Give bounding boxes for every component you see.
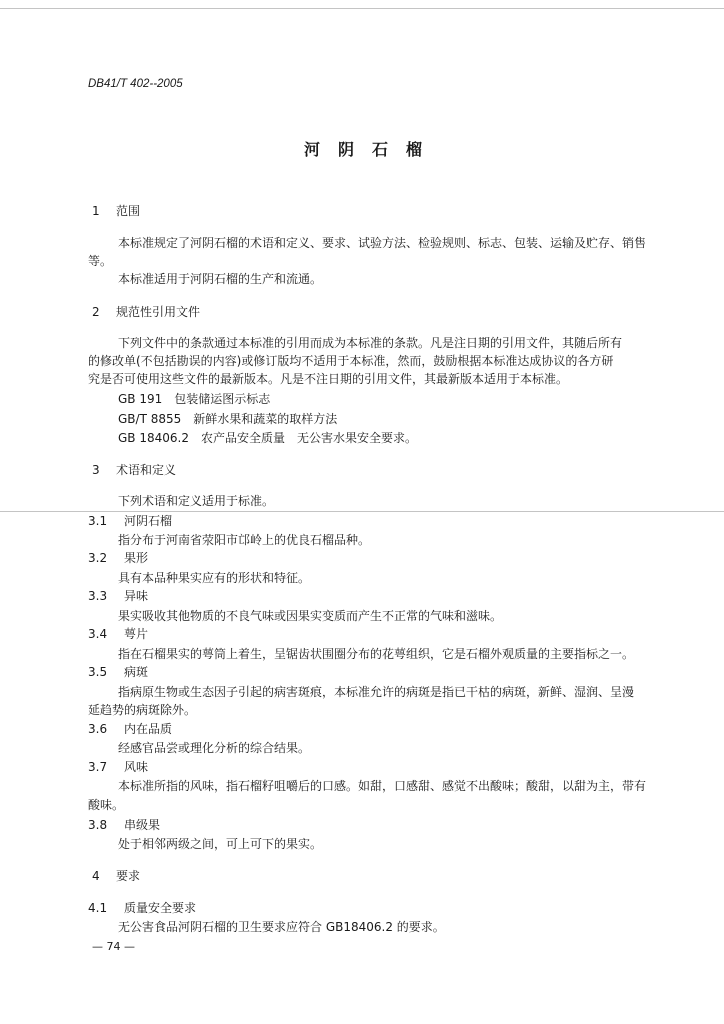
- paragraph-line: 无公害食品河阴石榴的卫生要求应符合 GB18406.2 的要求。: [118, 920, 445, 934]
- section-title: 规范性引用文件: [116, 305, 201, 319]
- term-3-7-heading: [88, 759, 148, 775]
- paragraph-line: 等。: [88, 254, 113, 268]
- term-definition: 酸味。: [88, 798, 125, 812]
- scan-fold-line: [0, 511, 724, 512]
- term-definition: 具有本品种果实应有的形状和特征。: [118, 571, 311, 585]
- term-number: 3.6: [88, 722, 108, 736]
- section-title: 范围: [116, 204, 141, 218]
- term-3-6-heading: [88, 721, 172, 737]
- section-number: 4: [92, 869, 100, 883]
- term-title: 异味: [124, 589, 149, 603]
- term-definition: 延趋势的病斑除外。: [88, 703, 197, 717]
- term-definition: 本标准所指的风味，指石榴籽咀嚼后的口感。如甜，口感甜、感觉不出酸味；酸甜，以甜为主，带有: [118, 779, 647, 793]
- reference-item: GB 191 包装储运图示标志: [118, 392, 271, 406]
- term-number: 3.2: [88, 551, 108, 565]
- reference-item: GB 18406.2 农产品安全质量 无公害水果安全要求。: [118, 431, 417, 445]
- section-title: 要求: [116, 869, 141, 883]
- subsection-number: 4.1: [88, 901, 108, 915]
- section-number: 2: [92, 305, 100, 319]
- section-number: 1: [92, 204, 100, 218]
- term-title: 河阴石榴: [124, 514, 173, 528]
- term-definition: 指分布于河南省荥阳市邙岭上的优良石榴品种。: [118, 533, 371, 547]
- term-number: 3.7: [88, 760, 108, 774]
- term-3-3-heading: [88, 588, 148, 604]
- term-title: 内在品质: [124, 722, 173, 736]
- term-number: 3.1: [88, 514, 108, 528]
- paragraph-line: 下列文件中的条款通过本标准的引用而成为本标准的条款。凡是注日期的引用文件，其随后所有: [118, 336, 623, 350]
- term-definition: 指在石榴果实的萼筒上着生，呈锯齿状围圈分布的花萼组织，它是石榴外观质量的主要指标之一。: [118, 647, 635, 661]
- term-title: 萼片: [124, 627, 149, 641]
- section-2-heading: [92, 304, 200, 320]
- term-title: 果形: [124, 551, 149, 565]
- term-3-2-heading: [88, 550, 148, 566]
- term-3-1-heading: [88, 513, 172, 529]
- term-definition: 果实吸收其他物质的不良气味或因果实变质而产生不正常的气味和滋味。: [118, 609, 503, 623]
- page-number: — 74 —: [92, 940, 135, 953]
- term-number: 3.4: [88, 627, 108, 641]
- term-title: 病斑: [124, 665, 149, 679]
- term-definition: 处于相邻两级之间，可上可下的果实。: [118, 837, 323, 851]
- paragraph-line: 下列术语和定义适用于标准。: [118, 494, 275, 508]
- paragraph-line: 本标准适用于河阴石榴的生产和流通。: [118, 272, 323, 286]
- section-number: 3: [92, 463, 100, 477]
- document-number: DB41/T 402--2005: [88, 78, 183, 90]
- reference-item: GB/T 8855 新鲜水果和蔬菜的取样方法: [118, 412, 338, 426]
- term-definition: 经感官品尝或理化分析的综合结果。: [118, 741, 311, 755]
- subsection-4-1-heading: [88, 900, 196, 916]
- term-3-4-heading: [88, 626, 148, 642]
- subsection-title: 质量安全要求: [124, 901, 197, 915]
- scan-edge-top: [0, 8, 724, 9]
- section-title: 术语和定义: [116, 463, 177, 477]
- term-number: 3.8: [88, 818, 108, 832]
- term-number: 3.3: [88, 589, 108, 603]
- term-title: 风味: [124, 760, 149, 774]
- section-1-heading: [92, 203, 140, 219]
- term-definition: 指病原生物或生态因子引起的病害斑痕，本标准允许的病斑是指已干枯的病斑，新鲜、湿润、呈漫: [118, 685, 635, 699]
- page-title: 河阴石榴: [304, 140, 441, 159]
- section-3-heading: [92, 462, 176, 478]
- term-title: 串级果: [124, 818, 161, 832]
- paragraph-line: 本标准规定了河阴石榴的术语和定义、要求、试验方法、检验规则、标志、包装、运输及贮存、销售: [118, 236, 647, 250]
- section-4-heading: [92, 868, 140, 884]
- paragraph-line: 究是否可使用这些文件的最新版本。凡是不注日期的引用文件，其最新版本适用于本标准。: [88, 372, 569, 386]
- term-3-5-heading: [88, 664, 148, 680]
- paragraph-line: 的修改单(不包括勘误的内容)或修订版均不适用于本标准，然而，鼓励根据本标准达成协议的各方研: [88, 354, 614, 368]
- term-3-8-heading: [88, 817, 160, 833]
- term-number: 3.5: [88, 665, 108, 679]
